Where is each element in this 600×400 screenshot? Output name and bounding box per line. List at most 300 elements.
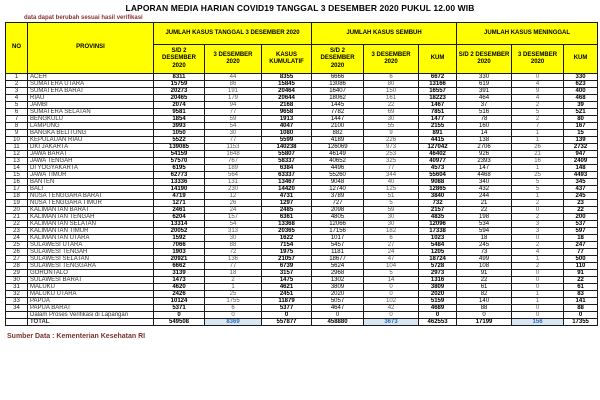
cell-provinsi: GORONTALO [28,270,154,277]
cell-provinsi: DI YOGYAKARTA [28,165,154,172]
page-title: LAPORAN MEDIA HARIAN COVID19 TANGGAL 3 DESEMBER 2020 PUKUL 12.00 WIB [125,3,475,13]
cell-value: 7 [512,123,564,130]
cell-value: 926 [457,151,512,158]
cell-value: 40977 [419,158,457,165]
cell-value: 4731 [262,193,312,200]
cell-value: 18223 [419,95,457,102]
cell-no: 25 [6,242,28,249]
cell-value: 0 [512,284,564,291]
cell-value: 619 [457,81,512,88]
cell-value: 18 [457,235,512,242]
cell-value: 63337 [262,172,312,179]
cell-no: 1 [6,74,28,81]
cell-value: 5159 [419,298,457,305]
cell-value: 0 [364,312,419,319]
cell-provinsi: SULAWESI TENGGARA [28,263,154,270]
cell-value: 1467 [419,102,457,109]
table-row [6,179,598,186]
table-row [6,130,598,137]
cell-value: 400 [564,88,598,95]
cell-value: 8311 [154,74,205,81]
cell-value: 30 [364,116,419,123]
cell-value: 37 [457,102,512,109]
cell-value: 4620 [154,284,205,291]
cell-value: 54 [205,123,262,130]
cell-value: 58337 [262,158,312,165]
cell-value: 5 [512,179,564,186]
cell-provinsi: KALIMANTAN TENGAH [28,214,154,221]
cell-value: 557877 [262,319,312,326]
cell-value: 42 [364,305,419,312]
header-sembuh-kum: KUM [419,45,457,74]
cell-value: 22 [364,102,419,109]
table-row [6,291,598,298]
cell-value: 1017 [312,235,364,242]
cell-value: 8355 [262,74,312,81]
cell-value: 59 [364,207,419,214]
cell-value: 0 [512,305,564,312]
cell-no: 12 [6,151,28,158]
cell-value: 30 [364,214,419,221]
table-row [6,193,598,200]
cell-no: 19 [6,200,28,207]
cell-value: 767 [205,158,262,165]
cell-value: 198 [457,214,512,221]
cell-value: 20465 [154,95,205,102]
cell-value: 127042 [419,144,457,151]
cell-value: 4047 [262,123,312,130]
cell-value: 24 [205,207,262,214]
cell-value: 247 [564,242,598,249]
cell-value: 24 [364,249,419,256]
cell-no: 33 [6,298,28,305]
cell-value: 1297 [262,200,312,207]
cell-value: 77 [205,137,262,144]
cell-value: 14 [457,130,512,137]
table-row [6,207,598,214]
cell-value: 138 [457,137,512,144]
cell-value: 1 [512,298,564,305]
cell-value: 16557 [419,88,457,95]
cell-value: 1445 [312,102,364,109]
cell-value: 1 [512,193,564,200]
cell-value: 245 [564,193,598,200]
table-header [6,23,598,74]
cell-provinsi: PAPUA [28,298,154,305]
cell-value: 160 [457,123,512,130]
cell-no: 11 [6,144,28,151]
cell-value: 1 [205,284,262,291]
cell-provinsi: MALUKU [28,284,154,291]
cell-value: 13336 [154,179,205,186]
header-group-meninggal: JUMLAH KASUS MENINGGAL [457,23,598,45]
cell-value: 110 [564,263,598,270]
cell-value: 947 [564,151,598,158]
cell-value: 2451 [262,291,312,298]
cell-value: 179 [205,95,262,102]
cell-value: 4719 [154,193,205,200]
cell-value: 54159 [154,151,205,158]
cell-value: 5 [364,270,419,277]
cell-value: 16 [512,158,564,165]
cell-value: 340 [457,179,512,186]
cell-value: 2409 [564,158,598,165]
cell-provinsi: BALI [28,186,154,193]
cell-value: 2 [205,277,262,284]
cell-no: 27 [6,256,28,263]
cell-value: 6662 [154,263,205,270]
cell-no: 34 [6,305,28,312]
table-row [6,228,598,235]
cell-value: 0 [564,312,598,319]
cell-value: 0 [512,312,564,319]
table-row [6,263,598,270]
cell-no: 5 [6,102,28,109]
cell-value: 973 [364,144,419,151]
cell-value: 15845 [262,81,312,88]
cell-value: 22 [564,277,598,284]
cell-no: 32 [6,291,28,298]
cell-value: 20052 [154,228,205,235]
cell-value: 437 [564,186,598,193]
cell-value: 104 [364,263,419,270]
cell-value: 13166 [419,81,457,88]
cell-no: 2 [6,81,28,88]
cell-no: 18 [6,193,28,200]
cell-value: 5522 [154,137,205,144]
header-meninggal-hari: 3 DESEMBER 2020 [512,45,564,74]
cell-value: 1622 [262,235,312,242]
cell-value: 7782 [312,109,364,116]
cell-value: 15 [564,130,598,137]
cell-value: 140238 [262,144,312,151]
cell-value: 11879 [262,298,312,305]
cell-value: 9581 [154,109,205,116]
cell-value: 594 [457,228,512,235]
cell-no: 14 [6,165,28,172]
cell-no: 23 [6,228,28,235]
cell-value: 330 [564,74,598,81]
cell-value: 1854 [154,116,205,123]
cell-value: 88 [205,242,262,249]
cell-provinsi: SUMATERA SELATAN [28,109,154,116]
cell-value: 3 [512,221,564,228]
cell-value: 9 [512,88,564,95]
cell-value: 126069 [312,144,364,151]
cell-value: 468 [564,95,598,102]
cell-provinsi: LAMPUNG [28,123,154,130]
cell-value: 21057 [262,256,312,263]
cell-no: 17 [6,186,28,193]
table-row [6,298,598,305]
cell-provinsi: SULAWESI TENGAH [28,249,154,256]
cell-value: 26 [512,144,564,151]
cell-value: 46402 [419,151,457,158]
cell-value: 0 [364,284,419,291]
cell-value: 191 [205,88,262,95]
cell-no: 21 [6,214,28,221]
cell-value: 17199 [457,319,512,326]
cell-value: 189 [205,165,262,172]
cell-value: 40 [364,179,419,186]
cell-value: 14 [364,277,419,284]
header-group-kasus: JUMLAH KASUS TANGGAL 3 DESEMBER 2020 [154,23,312,45]
cell-value: 313 [205,228,262,235]
cell-value: 1903 [154,249,205,256]
cell-value: 0 [205,312,262,319]
cell-value: 150 [364,88,419,95]
cell-value: 18677 [312,256,364,263]
cell-value: 3157 [262,270,312,277]
cell-value: 7066 [154,242,205,249]
cell-value: 2 [512,200,564,207]
cell-value: 3993 [154,123,205,130]
cell-provinsi: BANGKA BELITUNG [28,130,154,137]
cell-value: 5457 [312,242,364,249]
cell-value: 20464 [262,88,312,95]
table-row [6,270,598,277]
cell-value: 1 [512,165,564,172]
header-kasus-hari: 3 DESEMBER 2020 [205,45,262,74]
cell-value: 4805 [312,214,364,221]
cell-value: 4573 [419,165,457,172]
cell-value: 140 [457,298,512,305]
cell-no [6,312,28,319]
cell-value: 1302 [312,277,364,284]
cell-no [6,319,28,326]
cell-value: 2393 [457,158,512,165]
cell-value: 2020 [419,291,457,298]
table-row [6,151,598,158]
cell-value: 7851 [419,109,457,116]
cell-value: 54 [205,221,262,228]
cell-value: 8369 [205,319,262,326]
cell-value: 18 [205,270,262,277]
cell-value: 17156 [312,228,364,235]
cell-value: 18 [564,235,598,242]
cell-value: 345 [564,179,598,186]
cell-provinsi: MALUKU UTARA [28,291,154,298]
cell-value: 464 [457,95,512,102]
cell-value: 6672 [419,74,457,81]
cell-no: 22 [6,221,28,228]
table-row [6,172,598,179]
table-body [6,74,598,326]
cell-value: 22 [564,207,598,214]
cell-value: 9 [364,130,419,137]
cell-no: 31 [6,284,28,291]
cell-value: 20921 [154,256,205,263]
cell-value: 72 [205,249,262,256]
cell-value: 4689 [419,305,457,312]
cell-value: 9048 [312,179,364,186]
cell-value: 5057 [312,298,364,305]
cell-value: 6361 [262,214,312,221]
cell-provinsi: TOTAL [28,319,154,326]
cell-value: 10124 [154,298,205,305]
cell-value: 59 [205,116,262,123]
cell-value: 1 [512,256,564,263]
table-row [6,95,598,102]
cell-no: 8 [6,123,28,130]
cell-provinsi: SULAWESI BARAT [28,277,154,284]
cell-value: 139085 [154,144,205,151]
cell-value: 2 [512,116,564,123]
cell-value: 147 [457,165,512,172]
cell-value: 4 [512,81,564,88]
cell-value: 6195 [154,165,205,172]
cell-value: 78 [457,116,512,123]
cell-value: 1153 [205,144,262,151]
cell-value: 4647 [312,305,364,312]
cell-value: 0 [262,312,312,319]
cell-value: 1475 [262,277,312,284]
cell-value: 46149 [312,151,364,158]
cell-provinsi: KALIMANTAN UTARA [28,235,154,242]
cell-value: 549508 [154,319,205,326]
cell-value: 1 [512,137,564,144]
cell-value: 2732 [564,144,598,151]
cell-value: 4 [512,249,564,256]
header-group-sembuh: JUMLAH KASUS SEMBUH [312,23,457,45]
table-row [6,305,598,312]
cell-value: 4493 [564,172,598,179]
cell-value: 2155 [419,123,457,130]
table-row [6,165,598,172]
cell-provinsi: BENGKULU [28,116,154,123]
cell-value: 0 [419,312,457,319]
cell-provinsi: KEPULAUAN RIAU [28,137,154,144]
cell-value: 77 [205,263,262,270]
cell-value: 1205 [419,249,457,256]
cell-value: 13467 [262,179,312,186]
cell-value: 537 [564,221,598,228]
cell-value: 131 [205,179,262,186]
cell-value: 83 [564,291,598,298]
cell-value: 226 [364,137,419,144]
cell-value: 325 [364,158,419,165]
table-row [6,144,598,151]
cell-value: 564 [205,172,262,179]
cell-value: 253 [364,151,419,158]
cell-value: 5377 [262,305,312,312]
cell-value: 1023 [419,235,457,242]
cell-value: 2968 [312,270,364,277]
cell-value: 1080 [262,130,312,137]
cell-provinsi: KALIMANTAN TIMUR [28,228,154,235]
cell-provinsi: RIAU [28,95,154,102]
cell-value: 182 [364,228,419,235]
cell-value: 623 [564,81,598,88]
cell-no: 4 [6,95,28,102]
header-provinsi: PROVINSI [28,23,154,74]
cell-value: 51 [364,193,419,200]
cell-value: 2157 [419,207,457,214]
cell-value: 13368 [262,221,312,228]
cell-value: 2 [512,242,564,249]
cell-value: 597 [564,228,598,235]
cell-value: 23 [564,200,598,207]
cell-value: 73 [457,249,512,256]
cell-provinsi: Dalam Proses Verifikasi di Lapangan [28,312,154,319]
cell-value: 2098 [312,207,364,214]
header-sembuh-sd: S/D 2 DESEMBER 2020 [312,45,364,74]
cell-value: 5 [512,109,564,116]
cell-value: 0 [154,312,205,319]
cell-value: 2 [512,263,564,270]
cell-value: 3840 [419,193,457,200]
cell-provinsi: BANTEN [28,179,154,186]
cell-value: 141 [564,298,598,305]
cell-value: 148 [564,165,598,172]
cell-value: 55 [364,123,419,130]
table-row [6,116,598,123]
table-row [6,123,598,130]
cell-provinsi: JAMBI [28,102,154,109]
cell-value: 167 [564,123,598,130]
cell-no: 3 [6,88,28,95]
cell-value: 6666 [312,74,364,81]
table-row [6,102,598,109]
cell-value: 521 [564,109,598,116]
table-row [6,158,598,165]
cell-value: 1755 [205,298,262,305]
cell-value: 2706 [457,144,512,151]
table-row [6,214,598,221]
cell-no: 29 [6,270,28,277]
cell-value: 14190 [154,186,205,193]
table-row [6,249,598,256]
cell-value: 6739 [262,263,312,270]
table-row [6,186,598,193]
table-row [6,242,598,249]
cell-value: 21 [512,151,564,158]
table-row [6,74,598,81]
cell-value: 330 [457,74,512,81]
header-kasus-kumulatif: KASUS KUMULATIF [262,45,312,74]
cell-value: 0 [312,312,364,319]
cell-value: 1473 [154,277,205,284]
cell-value: 1477 [419,116,457,123]
header-kasus-sd: S/D 2 DESEMBER 2020 [154,45,205,74]
cell-value: 3673 [364,319,419,326]
table-row [6,200,598,207]
cell-value: 3139 [154,270,205,277]
cell-value: 69 [364,109,419,116]
cell-value: 55807 [262,151,312,158]
cell-provinsi: SULAWESI UTARA [28,242,154,249]
cell-value: 13314 [154,221,205,228]
cell-value: 4496 [312,165,364,172]
table-row [6,277,598,284]
cell-value: 80 [564,116,598,123]
cell-value: 891 [419,130,457,137]
cell-provinsi: PAPUA BARAT [28,305,154,312]
cell-value: 30 [364,221,419,228]
cell-value: 5 [364,200,419,207]
cell-value: 2 [512,214,564,221]
cell-provinsi: KALIMANTAN BARAT [28,207,154,214]
cell-value: 0 [364,291,419,298]
cell-value: 3 [512,228,564,235]
cell-value: 156 [512,319,564,326]
cell-value: 0 [512,270,564,277]
cell-value: 30 [205,130,262,137]
cell-value: 4621 [262,284,312,291]
header-no: NO [6,23,28,74]
cell-value: 16407 [312,88,364,95]
cell-value: 1648 [205,151,262,158]
